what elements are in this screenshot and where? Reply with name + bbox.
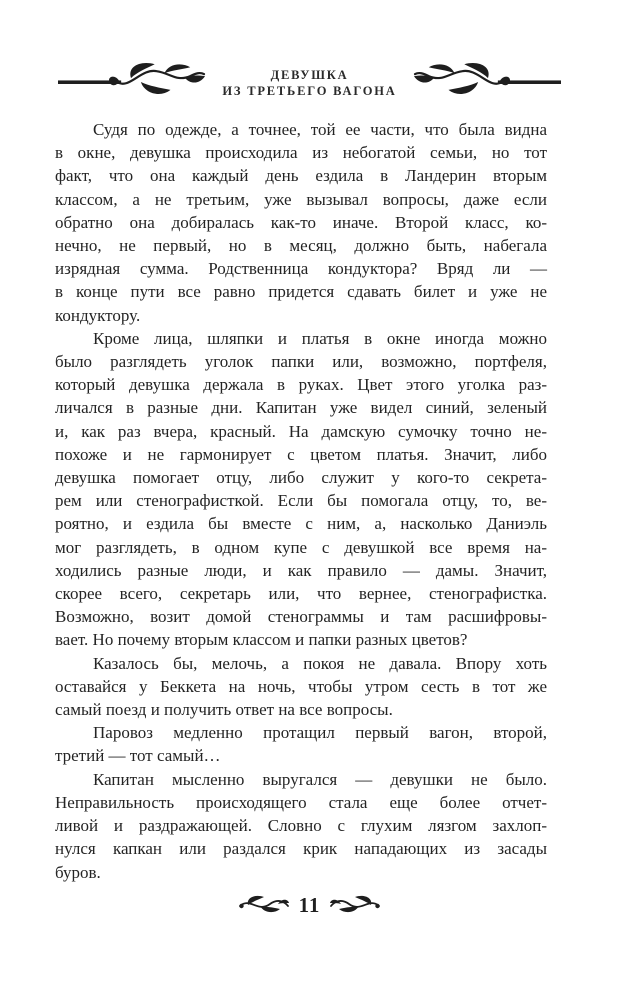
page-footer [0, 893, 619, 917]
text-line: самый поезд и получить ответ на все вопросы. [55, 700, 393, 720]
text-line: ходились разные люди, и как правило — дамы. Значит, [55, 560, 547, 580]
text-line: рем или стенографисткой. Если бы помогала отцу, то, ве- [55, 491, 547, 511]
header-flourish-left-icon [58, 60, 206, 106]
text-line: изрядная сумма. Родственница кондуктора? Вряд ли — [55, 259, 547, 279]
text-line: Судя по одежде, а точнее, той ее части, что была видна [93, 120, 547, 139]
text-line: Капитан мысленно выругался — девушки не было. [93, 769, 547, 789]
footer-flourish-left-icon [238, 893, 290, 917]
text-line: похоже и не гармонирует с цветом платья. Значит, либо [55, 444, 547, 464]
header-flourish-right-icon [413, 60, 561, 106]
text-line: факт, что она каждый день ездила в Ландерин вторым [55, 166, 547, 186]
text-line: роятно, и ездила бы вместе с ним, а, насколько Даниэль [55, 514, 547, 534]
text-line: девушка помогает отцу, либо служит у кого-то секрета- [55, 468, 547, 488]
text-line: скорее всего, секретарь или, что вернее, стенографистка. [55, 584, 547, 604]
text-line: в конце пути все равно придется сдавать билет и уже не [55, 282, 547, 302]
chapter-header [0, 60, 619, 106]
text-line: мог разглядеть, в одном купе с девушкой все время на- [55, 537, 547, 557]
text-line: личался в разные дни. Капитан уже видел синий, зеленый [55, 398, 547, 418]
text-line: Паровоз медленно протащил первый вагон, второй, [93, 723, 547, 743]
chapter-title-line2: ИЗ ТРЕТЬЕГО ВАГОНА [222, 84, 397, 98]
text-line: и, как раз вчера, красный. На дамскую сумочку точно не- [55, 421, 547, 441]
text-line: кондуктору. [55, 305, 141, 325]
text-line: вает. Но почему вторым классом и папки разных цветов? [55, 630, 468, 650]
text-line: Неправильность происходящего стала еще более отчет- [55, 792, 547, 812]
text-line: Возможно, возит домой стенограммы и там расшифровы- [55, 607, 547, 627]
text-line: оставайся у Беккета на ночь, чтобы утром сесть в тот же [55, 676, 547, 696]
page-number: 11 [298, 893, 321, 917]
chapter-title-line1: ДЕВУШКА [270, 68, 349, 82]
text-line: ливой и раздражающей. Словно с глухим лязгом захлоп- [55, 816, 547, 836]
footer-flourish-right-icon [329, 893, 381, 917]
text-line: было разглядеть уголок папки или, возможно, портфеля, [55, 352, 547, 372]
text-line: обратно она добиралась как-то иначе. Второй класс, ко- [55, 212, 547, 232]
text-line: который девушка держала в руках. Цвет этого уголка раз- [55, 375, 547, 395]
text-line: классом, а не третьим, уже вызывал вопросы, даже если [55, 189, 547, 209]
text-line: нулся капкан или раздался крик нападающих из засады [55, 839, 547, 859]
text-line: третий — тот самый… [55, 746, 221, 766]
text-line: Кроме лица, шляпки и платья в окне иногда можно [93, 328, 547, 348]
text-line: нечно, не первый, но в месяц, должно быть, набегала [55, 236, 547, 256]
chapter-title [222, 67, 396, 99]
body-text [55, 118, 547, 884]
text-line: в окне, девушка происходила из небогатой семьи, но тот [55, 143, 547, 163]
text-line: Казалось бы, мелочь, а покоя не давала. Впору хоть [93, 653, 547, 673]
text-line: буров. [55, 862, 101, 882]
